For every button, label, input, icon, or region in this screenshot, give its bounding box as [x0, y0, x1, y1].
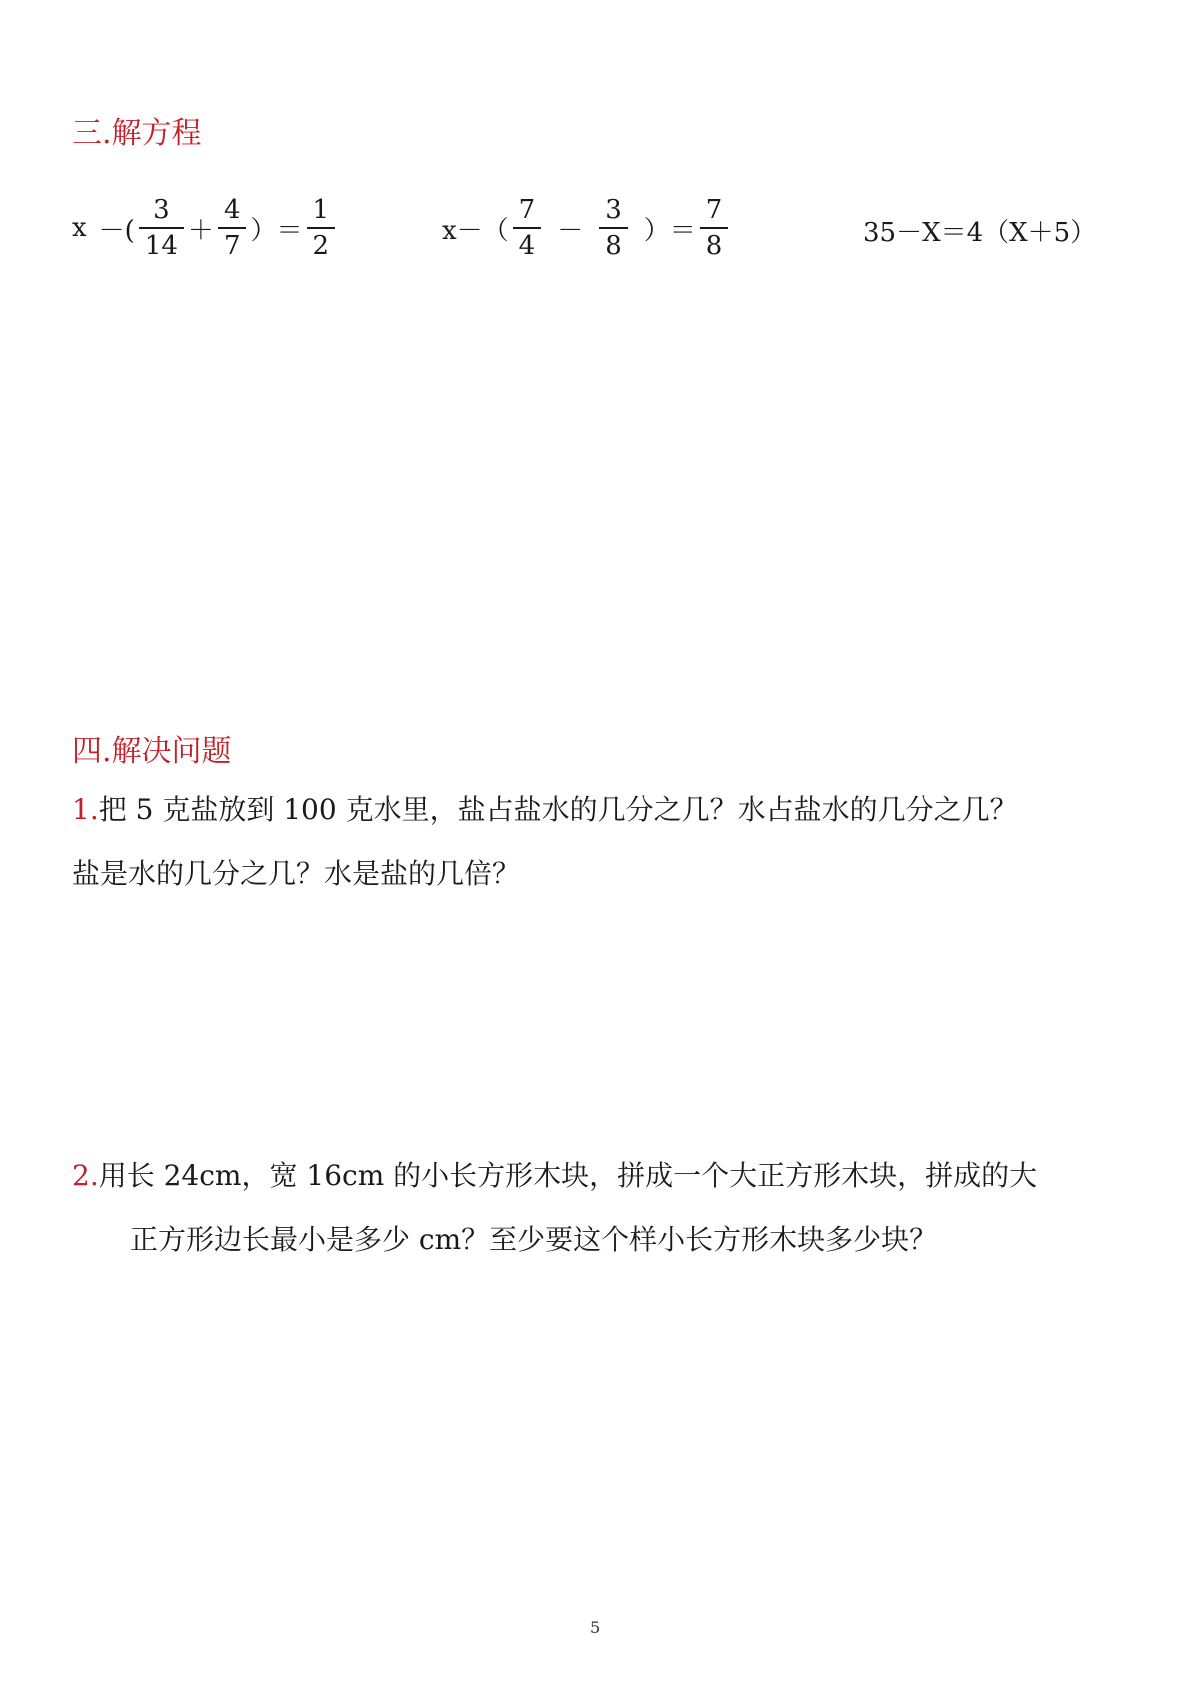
eq2-minus: －	[557, 215, 584, 246]
eq2-f1-denominator: 4	[513, 227, 542, 263]
section-title-equations: 三.解方程	[72, 116, 202, 151]
eq2-close-equals: ）＝	[643, 215, 696, 246]
question-1-line-1	[72, 788, 1018, 828]
eq1-close-equals: ）＝	[250, 215, 303, 246]
eq1-f3-numerator: 1	[312, 195, 330, 225]
eq2-f1-numerator: 7	[518, 195, 536, 225]
question-2-line-1	[72, 1154, 1037, 1194]
eq2-f2-denominator: 8	[599, 227, 628, 263]
equation-2	[442, 178, 732, 278]
question-2-text-1: 用长 24cm，宽 16cm 的小长方形木块，拼成一个大正方形木块，拼成的大	[98, 1159, 1038, 1192]
eq1-f3-denominator: 2	[307, 227, 336, 263]
eq2-f3-numerator: 7	[705, 195, 723, 225]
equation-3: 35－X＝4（X＋5）	[863, 218, 1097, 248]
eq1-fraction-1	[139, 193, 184, 263]
eq1-f2-denominator: 7	[218, 227, 247, 263]
eq2-variable-minus-open: x－（	[442, 215, 509, 246]
eq2-fraction-2	[599, 193, 628, 263]
section-title-problems: 四.解决问题	[72, 734, 232, 769]
equation-1	[72, 178, 339, 278]
question-2-line-2: 正方形边长最小是多少 cm？至少要这个样小长方形木块多少块？	[130, 1223, 938, 1256]
eq2-fraction-3	[700, 193, 729, 263]
eq1-fraction-3	[307, 193, 336, 263]
eq1-minus-open: －(	[98, 215, 135, 246]
eq1-fraction-2	[218, 193, 247, 263]
question-1-text-1: 把 5 克盐放到 100 克水里，盐占盐水的几分之几？水占盐水的几分之几？	[98, 793, 1018, 826]
eq1-variable: x	[72, 213, 87, 243]
eq1-f2-numerator: 4	[223, 195, 241, 225]
question-1-number: 1.	[72, 793, 99, 826]
eq2-f2-numerator: 3	[605, 195, 622, 225]
eq1-f1-denominator: 14	[139, 227, 184, 263]
question-2-number: 2.	[72, 1159, 99, 1192]
eq1-plus: ＋	[187, 215, 214, 246]
question-1-line-2: 盐是水的几分之几？水是盐的几倍？	[72, 857, 521, 890]
eq1-f1-numerator: 3	[153, 195, 170, 225]
eq2-fraction-1	[513, 193, 542, 263]
eq2-f3-denominator: 8	[700, 227, 729, 263]
page-number: 5	[590, 1618, 601, 1637]
